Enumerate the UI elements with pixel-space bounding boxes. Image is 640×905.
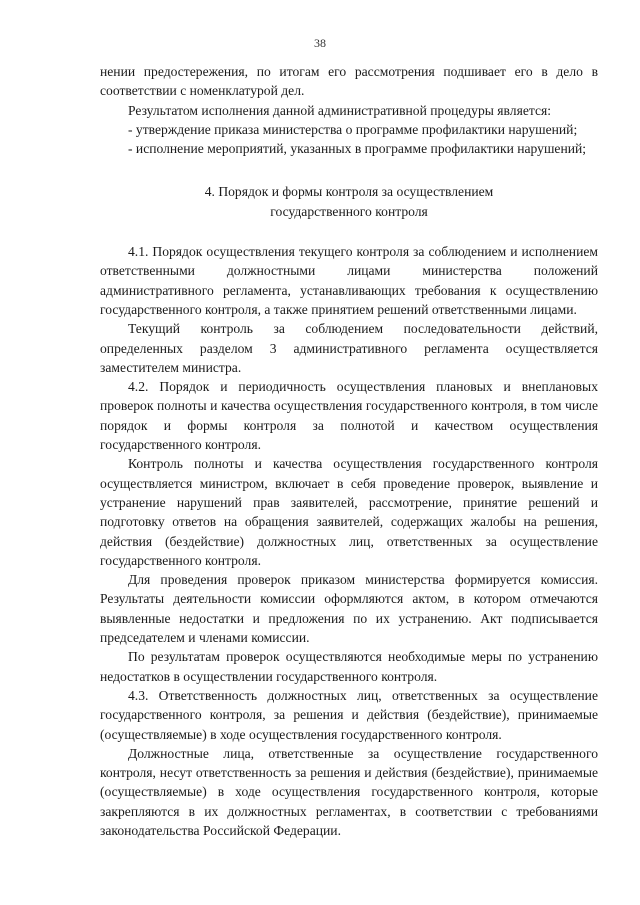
page-number: 38 xyxy=(314,36,326,50)
paragraph: По результатам проверок осуществляются необходимые меры по устранению недостатков в осуществлении государственного контроля. xyxy=(100,649,598,684)
paragraph-continuation: нении предостережения, по итогам его рассмотрения подшивает его в дело в соответствии с номенклатурой дел. xyxy=(100,64,598,99)
paragraph: Текущий контроль за соблюдением последовательности действий, определенных разделом 3 административного регламента осуществляется заместителем министра. xyxy=(100,321,598,375)
paragraph-result-intro: Результатом исполнения данной административной процедуры является: xyxy=(128,102,552,118)
paragraph: Должностные лица, ответственные за осуществление государственного контроля, несут ответственность за решения и действия (бездействие), принимаемые (осуществляемые) в ходе осуществления государственного контроля, которые закрепляются в их должностных регламентах, в соответствии с требованиями законодательства Российской Федерации. xyxy=(100,745,598,838)
section-heading-line: 4. Порядок и формы контроля за осуществлением xyxy=(204,184,494,200)
paragraph: 4.3. Ответственность должностных лиц, ответственных за осуществление государственного контроля, за решения и действия (бездействие), принимаемые (осуществляемые) в ходе осуществления государственного контроля. xyxy=(100,687,598,742)
paragraph: Контроль полноты и качества осуществления государственного контроля осуществляется министром, включает в себя проведение проверок, выявление и устранение нарушений прав заявителей, рассмотрение, принятие решений и подготовку ответов на обращения заявителей, содержащих жалобы на решения, действия (бездействие) должностных лиц, ответственных за осуществление государственного контроля. xyxy=(100,456,598,568)
paragraph: 4.1. Порядок осуществления текущего контроля за соблюдением и исполнением ответственными должностными лицами министерства положений административного регламента, устанавливающих требования к осуществлению государственного контроля, а также принятием решений ответственными лицами. xyxy=(100,244,598,317)
list-item: - утверждение приказа министерства о программе профилактики нарушений; xyxy=(128,121,578,137)
section-heading xyxy=(100,182,598,221)
paragraph: 4.2. Порядок и периодичность осуществления плановых и внеплановых проверок полноты и качества осуществления государственного контроля, в том числе порядок и формы контроля за полнотой и качеством осуществления государственного контроля. xyxy=(100,379,598,453)
section-heading-line: государственного контроля xyxy=(270,203,428,219)
document-body xyxy=(100,62,598,840)
list-item: - исполнение мероприятий, указанных в программе профилактики нарушений; xyxy=(128,141,587,157)
paragraph: Для проведения проверок приказом министерства формируется комиссия. Результаты деятельности комиссии оформляются актом, в котором отмечаются выявленные недостатки и предложения по их устранению. Акт подписывается председателем и членами комиссии. xyxy=(100,572,598,646)
